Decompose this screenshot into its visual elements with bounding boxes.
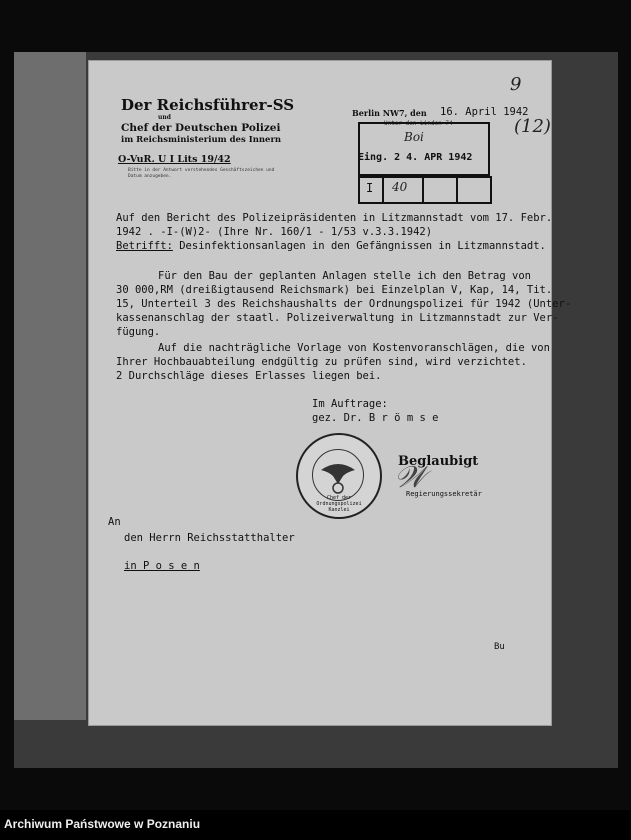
handwritten-mark: 9 <box>510 74 522 95</box>
archive-footer <box>0 810 631 840</box>
place: Berlin NW7, den <box>352 108 427 118</box>
handwritten-signature: 𝒲 <box>394 460 426 495</box>
seal-center-text: Chef der Ordnungspolizei Kanzlei <box>316 495 362 513</box>
reference-number: O-VuR. U I Lits 19/42 <box>118 154 231 165</box>
certify-role: Regierungssekretär <box>406 490 482 498</box>
paragraph-line-2: 30 000,RM (dreißigtausend Reichsmark) bei Einzelplan V, Kap, 14, Tit. <box>116 284 553 296</box>
letterhead-note: Bitte in der Antwort vorstehendes Geschäftszeichen und Datum anzugeben. <box>128 168 275 179</box>
recipient-city: in P o s e n <box>124 560 200 572</box>
paragraph-line-7: Ihrer Hochbauabteilung endgültig zu prüfen sind, wird verzichtet. <box>116 356 527 368</box>
letterhead-und: und <box>158 114 171 121</box>
subject-line <box>116 240 546 252</box>
paragraph-line-6: Auf die nachträgliche Vorlage von Kostenvoranschlägen, die von <box>158 342 550 354</box>
stamp-cell-1: I <box>366 181 374 195</box>
archive-name: Archiwum Państwowe w Poznaniu <box>4 817 201 831</box>
initials: Bu <box>494 642 505 652</box>
body-line-2: 1942 . -I-(W)2- (Ihre Nr. 160/1 - 1/53 v.3.3.1942) <box>116 226 433 238</box>
paragraph-line-1: Für den Bau der geplanten Anlagen stelle ich den Betrag von <box>158 270 531 282</box>
stamp-code: Boi <box>404 130 424 144</box>
address-small: Unter den Linden 74 <box>384 120 453 127</box>
paragraph-line-5: fügung. <box>116 326 161 338</box>
paragraph-line-3: 15, Unterteil 3 des Reichshaushalts der Ordnungspolizei für 1942 (Unter- <box>116 298 572 310</box>
paragraph-line-8: 2 Durchschläge dieses Erlasses liegen bei. <box>116 370 382 382</box>
stamp-cell-2: 40 <box>392 180 408 194</box>
signature-by-order: Im Auftrage: <box>312 398 388 410</box>
seal-eagle-icon <box>312 449 364 501</box>
document-page <box>88 60 572 726</box>
film-left-strip <box>14 52 86 720</box>
receipt-stamp <box>358 122 490 176</box>
recipient-an: An <box>108 516 121 528</box>
letterhead-line3: Chef der Deutschen Polizei <box>121 122 281 134</box>
paragraph-line-4: kassenanschlag der staatl. Polizeiverwaltung in Litzmannstadt zur Ver- <box>116 312 559 324</box>
signature-name: gez. Dr. B r ö m s e <box>312 412 439 424</box>
stamp-date: Eing. 2 4. APR 1942 <box>358 152 473 163</box>
certify-title: Beglaubigt <box>398 454 479 469</box>
body-line-1: Auf den Bericht des Polizeipräsidenten in Litzmannstadt vom 17. Febr. <box>116 212 553 224</box>
official-seal <box>296 433 382 519</box>
date: 16. April 1942 <box>440 106 529 118</box>
subject-label: Betrifft: <box>116 240 173 252</box>
subject-text: Desinfektionsanlagen in den Gefängnissen in Litzmannstadt. <box>172 240 546 252</box>
stamp-grid <box>358 176 492 204</box>
letterhead-line4: im Reichsministerium des Innern <box>121 135 282 145</box>
recipient-line-1: den Herrn Reichsstatthalter <box>124 532 295 544</box>
handwritten-page-number: (12) <box>514 116 551 137</box>
letterhead-title: Der Reichsführer-SS <box>121 96 295 114</box>
